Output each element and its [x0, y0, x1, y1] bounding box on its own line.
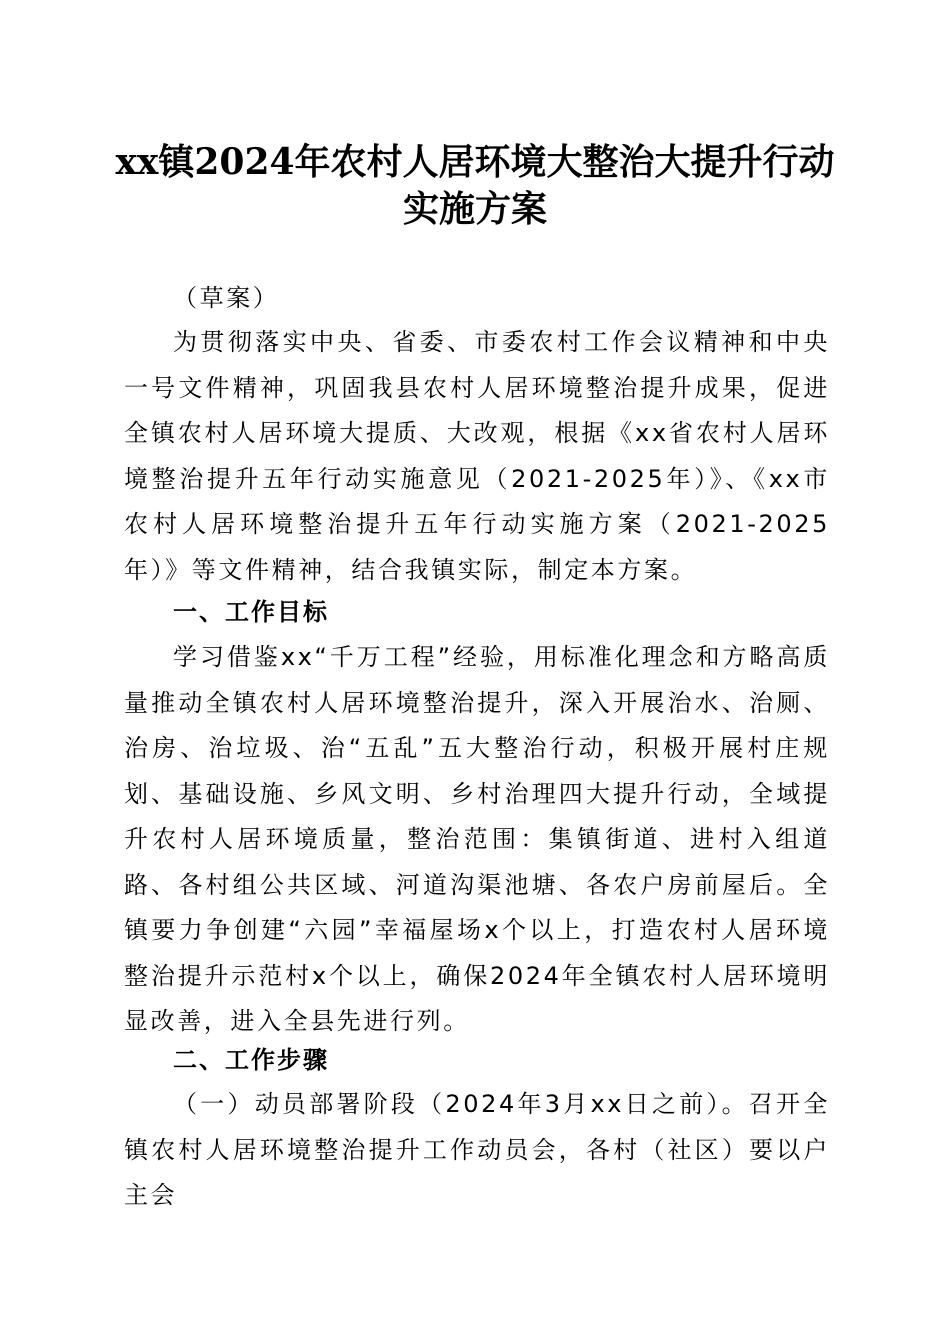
document-title-line2: 实施方案 [402, 188, 547, 230]
intro-paragraph: 为贯彻落实中央、省委、市委农村工作会议精神和中央一号文件精神，巩固我县农村人居环境整治提升成果，促进全镇农村人居环境大提质、大改观，根据《xx省农村人居环境整治提升五年行动实施意见（2021-2025年）》、《xx市农村人居环境整治提升五年行动实施方案（2021-2025年）》等文件精神，结合我镇实际，制定本方案。 [124, 328, 830, 584]
section-heading-steps: 二、工作步骤 [173, 1046, 329, 1074]
steps-item-mobilization: （一）动员部署阶段（2024年3月xx日之前）。召开全镇农村人居环境整治提升工作动员会，各村（社区）要以户主会 [124, 1090, 830, 1209]
draft-label: （草案） [173, 284, 280, 312]
section-heading-goals: 一、工作目标 [173, 598, 329, 626]
goals-paragraph: 学习借鉴xx“千万工程”经验，用标准化理念和方略高质量推动全镇农村人居环境整治提升，深入开展治水、治厕、治房、治垃圾、治“五乱”五大整治行动，积极开展村庄规划、基础设施、乡风文明、乡村治理四大提升行动，全域提升农村人居环境质量，整治范围：集镇街道、进村入组道路、各村组公共区域、河道沟渠池塘、各农户房前屋后。全镇要力争创建“六园”幸福屋场x个以上，打造农村人居环境整治提升示范村x个以上，确保2024年全镇农村人居环境明显改善，进入全县先进行列。 [124, 643, 830, 1035]
document-title-line1: xx镇2024年农村人居环境大整治大提升行动 [115, 141, 835, 183]
